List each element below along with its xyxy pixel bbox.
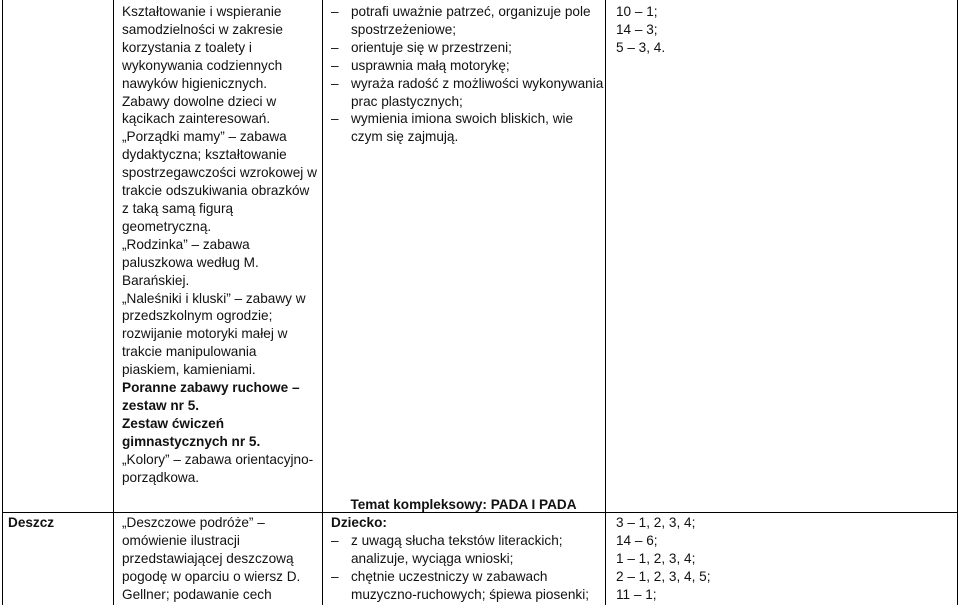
- activity-line: gimnastycznych nr 5.: [122, 433, 261, 449]
- bullet-dash: [331, 21, 351, 39]
- reference-line: 5 – 3, 4.: [616, 39, 666, 55]
- activity-line: omówienie ilustracji: [122, 532, 240, 548]
- activity-line: „Deszczowe podróże” –: [122, 515, 265, 530]
- references-list: [616, 3, 946, 57]
- activities-list: [122, 3, 318, 486]
- outcomes-list: [331, 3, 604, 146]
- reference-line: 1 – 1, 2, 3, 4;: [616, 550, 696, 566]
- bullet-dash: [331, 128, 351, 146]
- outcome-text: spostrzeżeniowe;: [351, 21, 457, 37]
- references-list: [616, 514, 946, 604]
- top-activities-cell: [122, 3, 318, 486]
- outcome-line: [331, 75, 604, 93]
- activities-list: [122, 514, 318, 604]
- top-references-cell: [616, 3, 946, 57]
- activity-line: Kształtowanie i wspieranie: [122, 4, 282, 19]
- activity-line: korzystania z toalety i: [122, 39, 252, 55]
- activity-line: pogodę w oparciu o wiersz D.: [122, 568, 301, 584]
- table-divider-3: [605, 0, 606, 605]
- reference-line: 3 – 1, 2, 3, 4;: [616, 515, 696, 530]
- activity-line: Barańskiej.: [122, 272, 190, 288]
- bullet-dash: –: [331, 57, 339, 73]
- outcome-text: muzyczno-ruchowych; śpiewa piosenki;: [351, 586, 589, 602]
- bullet-dash: –: [331, 111, 339, 127]
- bottom-activities-cell: [122, 514, 318, 604]
- activity-line: przedszkolnym ogrodzie;: [122, 308, 273, 324]
- child-heading: Dziecko:: [331, 515, 387, 530]
- reference-line: 2 – 1, 2, 3, 4, 5;: [616, 568, 711, 584]
- activity-line: z taką samą figurą: [122, 200, 234, 216]
- outcome-line: [331, 3, 601, 21]
- outcome-text: orientuje się w przestrzeni;: [351, 39, 512, 55]
- bullet-dash: –: [331, 532, 339, 548]
- activity-line: Zestaw ćwiczeń: [122, 415, 224, 431]
- top-outcomes-cell: [331, 3, 604, 146]
- bullet-dash: –: [331, 568, 339, 584]
- reference-line: 14 – 6;: [616, 532, 658, 548]
- outcome-line: [331, 128, 601, 146]
- outcome-text: czym się zajmują.: [351, 129, 459, 145]
- bullet-dash: –: [331, 4, 339, 19]
- bullet-dash: [331, 586, 351, 604]
- activity-line: „Rodzinka” – zabawa: [122, 236, 250, 252]
- table-border-right: [957, 0, 958, 605]
- table-divider-2: [322, 0, 323, 605]
- activity-line: dydaktyczna; kształtowanie: [122, 147, 287, 163]
- bullet-dash: –: [331, 75, 339, 91]
- outcome-line: [331, 568, 601, 586]
- outcome-text: wymienia imiona swoich bliskich, wie: [351, 111, 574, 127]
- outcome-line: [331, 57, 601, 75]
- outcome-line: [331, 21, 601, 39]
- outcomes-list: [331, 532, 601, 604]
- bottom-references-cell: [616, 514, 946, 604]
- activity-line: przedstawiającej deszczową: [122, 550, 294, 566]
- outcome-text: z uwagą słucha tekstów literackich;: [351, 532, 563, 548]
- activity-line: „Kolory” – zabawa orientacyjno-: [122, 451, 314, 467]
- bullet-dash: [331, 550, 351, 568]
- activity-line: nawyków higienicznych.: [122, 75, 268, 91]
- bullet-dash: –: [331, 39, 339, 55]
- outcome-text: potrafi uważnie patrzeć, organizuje pole: [351, 4, 591, 19]
- activity-line: Poranne zabawy ruchowe –: [122, 380, 300, 396]
- activity-line: trakcie odszukiwania obrazków: [122, 183, 310, 199]
- bottom-outcomes-cell: [331, 514, 601, 604]
- activity-line: kącikach zainteresowań.: [122, 111, 271, 127]
- day-topic-label: Deszcz: [8, 515, 55, 530]
- activity-line: trakcie manipulowania: [122, 344, 257, 360]
- outcome-line: [331, 39, 601, 57]
- outcome-text: analizuje, wyciąga wnioski;: [351, 550, 514, 566]
- bullet-dash: [331, 93, 351, 111]
- reference-line: 14 – 3;: [616, 21, 658, 37]
- outcome-line: [331, 532, 601, 550]
- reference-line: 10 – 1;: [616, 4, 658, 19]
- activity-line: wykonywania codziennych: [122, 57, 283, 73]
- theme-title: Temat kompleksowy: PADA I PADA: [350, 497, 577, 512]
- outcome-line: [331, 586, 601, 604]
- activity-line: geometryczną.: [122, 218, 212, 234]
- activity-line: spostrzegawczości wzrokowej w: [122, 165, 317, 181]
- activity-line: zestaw nr 5.: [122, 397, 200, 413]
- outcome-line: [331, 550, 601, 568]
- activity-line: porządkowa.: [122, 469, 200, 485]
- table-divider-1: [113, 0, 114, 605]
- outcome-text: chętnie uczestniczy w zabawach: [351, 568, 548, 584]
- reference-line: 11 – 1;: [616, 586, 657, 602]
- outcome-line: [331, 110, 601, 128]
- outcome-text: prac plastycznych;: [351, 93, 463, 109]
- outcome-text: wyraża radość z możliwości wykonywania: [351, 75, 604, 91]
- activity-line: paluszkowa według M.: [122, 254, 259, 270]
- activity-line: piaskiem, kamieniami.: [122, 362, 256, 378]
- activity-line: rozwijanie motoryki małej w: [122, 326, 288, 342]
- table-border-left: [2, 0, 3, 605]
- activity-line: „Porządki mamy” – zabawa: [122, 129, 287, 145]
- outcome-line: [331, 93, 601, 111]
- activity-line: „Naleśniki i kluski” – zabawy w: [122, 290, 306, 306]
- activity-line: Gellner; podawanie cech: [122, 586, 272, 602]
- activity-line: samodzielności w zakresie: [122, 21, 283, 37]
- activity-line: Zabawy dowolne dzieci w: [122, 93, 277, 109]
- outcome-text: usprawnia małą motorykę;: [351, 57, 510, 73]
